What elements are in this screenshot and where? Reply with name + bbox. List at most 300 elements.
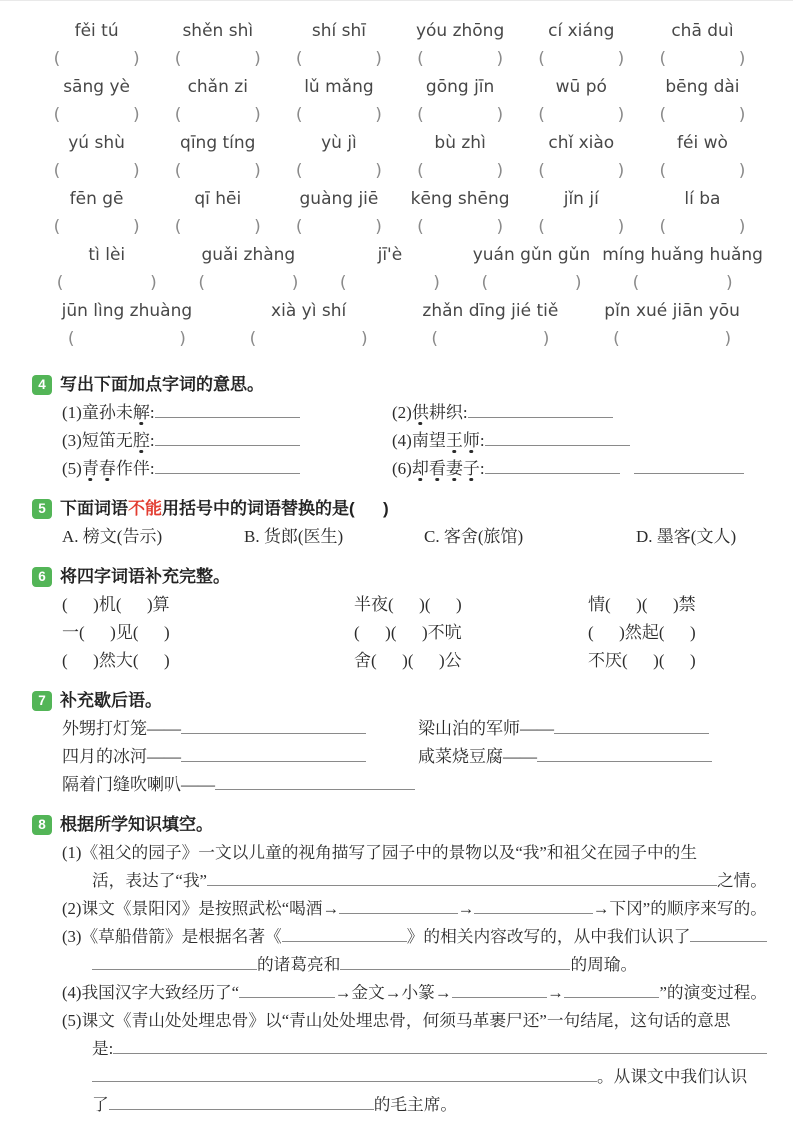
answer-blank[interactable] xyxy=(564,981,660,998)
q8-line xyxy=(62,867,767,895)
q7-item xyxy=(418,715,767,743)
pinyin-row xyxy=(36,241,763,297)
q4-title: 写出下面加点字词的意思。 xyxy=(60,375,264,394)
dotted-char: 妻 xyxy=(445,459,463,478)
item-number: (3) xyxy=(62,431,82,450)
dotted-char: 解 xyxy=(132,403,150,422)
open-paren: ( xyxy=(538,161,545,181)
section-q8 xyxy=(32,811,767,1119)
answer-parens[interactable] xyxy=(659,45,745,73)
close-paren: ) xyxy=(724,329,732,349)
answer-blank[interactable] xyxy=(537,745,712,762)
colon: : xyxy=(149,403,155,422)
colon: : xyxy=(462,403,468,422)
answer-blank[interactable] xyxy=(474,897,592,914)
answer-blank[interactable] xyxy=(109,1093,374,1110)
pinyin-word: féi wò xyxy=(677,133,728,153)
char: 耕 xyxy=(428,403,446,422)
q5-title-pre: 下面词语 xyxy=(60,499,128,518)
q7-item xyxy=(62,715,418,743)
q6-idiom-blank[interactable]: 一( )见( ) xyxy=(62,623,170,642)
pinyin-item xyxy=(157,73,278,129)
open-paren: ( xyxy=(174,217,182,237)
pinyin-item xyxy=(278,185,399,241)
answer-parens[interactable] xyxy=(538,213,624,241)
q8-line xyxy=(62,1063,767,1091)
open-paren: ( xyxy=(295,49,303,69)
q7-item xyxy=(418,743,767,771)
answer-parens[interactable] xyxy=(659,157,745,185)
open-paren: ( xyxy=(538,105,545,125)
answer-blank[interactable] xyxy=(113,1037,767,1054)
open-paren: ( xyxy=(174,161,182,181)
q5-option: C. 客舍(旅馆) xyxy=(424,527,524,546)
pinyin-word: qīng tíng xyxy=(180,133,256,153)
q8-text: 《草船借箭》是根据名著《 xyxy=(81,927,282,946)
close-paren: ) xyxy=(574,273,582,293)
q8-text: →金文→小篆→ xyxy=(334,983,452,1002)
q8-line xyxy=(62,1035,767,1063)
q5-title-post: 用括号中的词语替换的是( ) xyxy=(162,499,389,518)
pinyin-word: jī'è xyxy=(377,245,403,265)
open-paren: ( xyxy=(174,105,182,125)
char: 南 xyxy=(411,431,429,450)
pinyin-item xyxy=(400,185,521,241)
pinyin-word: shěn shì xyxy=(182,21,254,41)
pinyin-word: jǐn jí xyxy=(563,189,599,209)
answer-parens[interactable] xyxy=(175,101,261,129)
pinyin-item xyxy=(319,241,461,297)
open-paren: ( xyxy=(339,273,347,293)
close-paren: ) xyxy=(496,161,504,181)
q5-option: D. 墨客(文人) xyxy=(636,527,737,546)
answer-blank[interactable] xyxy=(155,401,300,418)
open-paren: ( xyxy=(249,329,257,349)
dotted-char: 腔 xyxy=(132,431,150,450)
answer-blank[interactable] xyxy=(155,457,300,474)
answer-blank[interactable] xyxy=(468,401,613,418)
answer-parens[interactable] xyxy=(417,213,503,241)
pinyin-word: bēng dài xyxy=(665,77,740,97)
close-paren: ) xyxy=(375,217,382,237)
pinyin-word: kēng shēng xyxy=(410,189,510,209)
q4-header xyxy=(32,371,767,399)
q8-header xyxy=(32,811,767,839)
answer-parens[interactable] xyxy=(175,157,261,185)
answer-parens[interactable] xyxy=(538,157,624,185)
open-paren: ( xyxy=(659,217,667,237)
q6-idiom-blank[interactable]: 情( )( )禁 xyxy=(588,595,696,614)
q5-number-badge: 5 xyxy=(32,499,52,519)
dotted-char: 却 xyxy=(411,459,429,478)
answer-parens[interactable] xyxy=(417,157,503,185)
close-paren: ) xyxy=(617,161,625,181)
answer-parens[interactable] xyxy=(417,45,503,73)
close-paren: ) xyxy=(375,105,382,125)
q6-idiom-blank[interactable]: ( )机( )算 xyxy=(62,595,170,614)
item-number: (5) xyxy=(62,459,82,478)
q4-item xyxy=(392,427,767,455)
open-paren: ( xyxy=(295,161,303,181)
q4-item xyxy=(62,399,392,427)
q6-idiom-blank[interactable]: ( )( )不吭 xyxy=(354,623,462,642)
q8-text: 的周瑜。 xyxy=(570,955,638,974)
pinyin-word: chā duì xyxy=(671,21,734,41)
open-paren: ( xyxy=(174,49,182,69)
char: 无 xyxy=(115,431,133,450)
open-paren: ( xyxy=(431,329,439,349)
answer-blank[interactable] xyxy=(92,953,257,970)
pinyin-item xyxy=(36,297,218,353)
dotted-char: 青 xyxy=(81,459,99,478)
answer-blank[interactable] xyxy=(92,1065,597,1082)
pinyin-word: shí shī xyxy=(311,21,366,41)
answer-parens[interactable] xyxy=(538,101,624,129)
section-q4 xyxy=(32,371,767,483)
open-paren: ( xyxy=(53,49,61,69)
close-paren: ) xyxy=(179,329,186,349)
open-paren: ( xyxy=(659,161,667,181)
pinyin-item xyxy=(218,297,400,353)
pinyin-word: jūn lìng zhuàng xyxy=(61,301,193,321)
open-paren: ( xyxy=(53,161,61,181)
q6-idiom-blank[interactable]: 半夜( )( ) xyxy=(354,595,462,614)
q8-line xyxy=(62,839,767,867)
pinyin-word: yóu zhōng xyxy=(415,21,505,41)
close-paren: ) xyxy=(725,273,733,293)
pinyin-item xyxy=(178,241,320,297)
answer-parens[interactable] xyxy=(175,45,261,73)
q4-item xyxy=(392,455,767,483)
pinyin-word: yù jì xyxy=(321,133,357,153)
answer-blank[interactable] xyxy=(282,925,407,942)
pinyin-word: gōng jīn xyxy=(425,77,495,97)
close-paren: ) xyxy=(496,49,504,69)
pinyin-item xyxy=(278,17,399,73)
pinyin-item xyxy=(602,241,763,297)
q7-lead: 四月的冰河—— xyxy=(62,747,181,766)
q8-text: 是: xyxy=(92,1039,114,1058)
answer-parens[interactable] xyxy=(250,325,368,353)
q6-idiom-blank[interactable]: ( )然大( ) xyxy=(62,651,170,670)
pinyin-item xyxy=(461,241,603,297)
q8-text: 》的相关内容改写的，从中我们认识了 xyxy=(406,927,691,946)
answer-blank[interactable] xyxy=(181,717,366,734)
pinyin-item xyxy=(642,17,763,73)
q8-line xyxy=(62,923,767,951)
answer-parens[interactable] xyxy=(68,325,186,353)
pinyin-word: lí ba xyxy=(684,189,721,209)
q8-line xyxy=(62,951,767,979)
q6-idiom-blank[interactable]: 不厌( )( ) xyxy=(588,651,696,670)
q8-item xyxy=(62,839,767,895)
pinyin-item xyxy=(521,185,642,241)
open-paren: ( xyxy=(659,105,667,125)
pinyin-item xyxy=(400,129,521,185)
pinyin-item xyxy=(581,297,763,353)
q8-number-badge: 8 xyxy=(32,815,52,835)
answer-blank[interactable] xyxy=(181,745,366,762)
char: 笛 xyxy=(98,431,116,450)
answer-blank[interactable] xyxy=(485,429,630,446)
char: 孙 xyxy=(98,403,116,422)
pinyin-item xyxy=(36,73,157,129)
dotted-char: 王 xyxy=(445,431,463,450)
answer-parens[interactable] xyxy=(481,269,581,297)
close-paren: ) xyxy=(254,217,261,237)
pinyin-item xyxy=(157,185,278,241)
item-number: (1) xyxy=(62,403,82,422)
q8-body xyxy=(32,839,767,1119)
pinyin-word: pǐn xué jiān yōu xyxy=(604,301,740,321)
close-paren: ) xyxy=(617,105,625,125)
item-number: (1) xyxy=(62,843,82,862)
answer-parens[interactable] xyxy=(296,213,382,241)
close-paren: ) xyxy=(738,217,746,237)
q8-text: 。从课文中我们认识 xyxy=(597,1067,748,1086)
pinyin-row xyxy=(36,297,763,353)
pinyin-word: míng huǎng huǎng xyxy=(602,245,763,265)
item-number: (3) xyxy=(62,927,82,946)
open-paren: ( xyxy=(67,329,75,349)
q8-title: 根据所学知识填空。 xyxy=(60,815,213,834)
pinyin-word: tì lèi xyxy=(88,245,126,265)
pinyin-item xyxy=(400,73,521,129)
q8-text: 课文《青山处处埋忠骨》以“青山处处埋忠骨，何须马革裹尸还”一句结尾，这句话的意思 xyxy=(81,1011,731,1030)
dotted-char: 看 xyxy=(428,459,446,478)
char: 作 xyxy=(115,459,133,478)
close-paren: ) xyxy=(254,161,261,181)
q5-options xyxy=(32,523,767,551)
answer-parens[interactable] xyxy=(417,101,503,129)
pinyin-item xyxy=(278,73,399,129)
pinyin-item xyxy=(36,185,157,241)
q5-option: A. 榜文(告示) xyxy=(62,527,163,546)
colon: : xyxy=(149,459,155,478)
answer-parens[interactable] xyxy=(431,325,549,353)
pinyin-word: yú shù xyxy=(68,133,125,153)
q8-text: ”的演变过程。 xyxy=(659,983,768,1002)
close-paren: ) xyxy=(291,273,299,293)
pinyin-word: yuán gǔn gǔn xyxy=(472,245,591,265)
q8-line xyxy=(62,1091,767,1119)
q8-text: → xyxy=(547,983,564,1002)
open-paren: ( xyxy=(198,273,205,293)
pinyin-word: chǐ xiào xyxy=(548,133,615,153)
answer-parens[interactable] xyxy=(659,101,745,129)
section-q7 xyxy=(32,687,767,799)
q8-text: 了 xyxy=(92,1095,109,1114)
pinyin-item xyxy=(642,185,763,241)
q7-lead: 咸菜烧豆腐—— xyxy=(418,747,537,766)
pinyin-row xyxy=(36,185,763,241)
open-paren: ( xyxy=(417,217,424,237)
q4-item xyxy=(62,427,392,455)
pinyin-item xyxy=(642,129,763,185)
answer-parens[interactable] xyxy=(54,101,140,129)
answer-parens[interactable] xyxy=(296,157,382,185)
open-paren: ( xyxy=(295,105,303,125)
pinyin-word: wū pó xyxy=(555,77,607,97)
answer-blank[interactable] xyxy=(155,429,300,446)
answer-parens[interactable] xyxy=(54,45,140,73)
char: 童 xyxy=(81,403,99,422)
close-paren: ) xyxy=(496,105,504,125)
pinyin-item xyxy=(521,129,642,185)
open-paren: ( xyxy=(632,273,640,293)
pinyin-item xyxy=(400,297,582,353)
q7-lead: 隔着门缝吹喇叭—— xyxy=(62,775,215,794)
pinyin-word: fēn gē xyxy=(69,189,124,209)
open-paren: ( xyxy=(659,49,667,69)
pinyin-word: guǎi zhàng xyxy=(201,245,296,265)
answer-parens[interactable] xyxy=(54,157,140,185)
answer-parens[interactable] xyxy=(340,269,440,297)
open-paren: ( xyxy=(613,329,620,349)
answer-parens[interactable] xyxy=(198,269,298,297)
pinyin-word: xià yì shí xyxy=(271,301,347,321)
pinyin-row xyxy=(36,17,763,73)
section-q5 xyxy=(32,495,767,551)
answer-blank[interactable] xyxy=(452,981,548,998)
pinyin-item xyxy=(36,17,157,73)
pinyin-item xyxy=(521,17,642,73)
pinyin-write-section xyxy=(32,13,767,359)
dotted-char: 子 xyxy=(462,459,480,478)
open-paren: ( xyxy=(538,217,545,237)
close-paren: ) xyxy=(254,105,261,125)
char: 短 xyxy=(81,431,99,450)
pinyin-row xyxy=(36,129,763,185)
close-paren: ) xyxy=(132,105,140,125)
pinyin-word: guàng jiē xyxy=(299,189,379,209)
item-number: (4) xyxy=(392,431,412,450)
colon: : xyxy=(479,431,485,450)
q7-title: 补充歇后语。 xyxy=(60,691,162,710)
q8-item xyxy=(62,1007,767,1119)
q8-line xyxy=(62,895,767,923)
answer-parens[interactable] xyxy=(296,101,382,129)
open-paren: ( xyxy=(56,273,64,293)
answer-parens[interactable] xyxy=(54,213,140,241)
char: 伴 xyxy=(132,459,150,478)
pinyin-item xyxy=(36,129,157,185)
item-number: (6) xyxy=(392,459,412,478)
item-number: (5) xyxy=(62,1011,82,1030)
pinyin-word: bù zhì xyxy=(434,133,486,153)
q8-text: 活，表达了“我” xyxy=(92,871,207,890)
open-paren: ( xyxy=(417,105,424,125)
answer-parens[interactable] xyxy=(633,269,733,297)
answer-blank[interactable] xyxy=(485,457,620,474)
answer-blank[interactable] xyxy=(339,897,457,914)
answer-blank[interactable] xyxy=(340,953,570,970)
open-paren: ( xyxy=(53,105,61,125)
q4-number-badge: 4 xyxy=(32,375,52,395)
item-number: (2) xyxy=(62,899,82,918)
q6-idiom-blank[interactable]: ( )然起( ) xyxy=(588,623,696,642)
q5-header xyxy=(32,495,767,523)
close-paren: ) xyxy=(617,217,625,237)
q4-item xyxy=(392,399,767,427)
answer-blank[interactable] xyxy=(690,925,767,942)
q6-body xyxy=(32,591,767,675)
answer-parens[interactable] xyxy=(613,325,731,353)
pinyin-item xyxy=(36,241,178,297)
answer-blank[interactable] xyxy=(634,457,744,474)
q7-lead: 外甥打灯笼—— xyxy=(62,719,181,738)
pinyin-word: chǎn zi xyxy=(187,77,248,97)
q6-idiom-blank[interactable]: 舍( )( )公 xyxy=(354,651,462,670)
q8-item xyxy=(62,895,767,923)
close-paren: ) xyxy=(132,49,140,69)
q8-text: →下冈”的顺序来写的。 xyxy=(592,899,767,918)
item-number: (2) xyxy=(392,403,412,422)
pinyin-word: cí xiáng xyxy=(548,21,615,41)
pinyin-word: fěi tú xyxy=(74,21,119,41)
answer-parens[interactable] xyxy=(659,213,745,241)
close-paren: ) xyxy=(738,161,746,181)
pinyin-item xyxy=(278,129,399,185)
q8-line xyxy=(62,1007,767,1035)
answer-blank[interactable] xyxy=(207,869,717,886)
section-q6 xyxy=(32,563,767,675)
dotted-char: 春 xyxy=(98,459,116,478)
close-paren: ) xyxy=(433,273,440,293)
open-paren: ( xyxy=(295,217,303,237)
q4-item xyxy=(62,455,392,483)
pinyin-word: lǔ mǎng xyxy=(304,77,374,97)
q8-text: 的诸葛亮和 xyxy=(257,955,341,974)
q8-text: 《祖父的园子》一文以儿童的视角描写了园子中的景物以及“我”和祖父在园子中的生 xyxy=(81,843,698,862)
q4-body xyxy=(32,399,767,483)
close-paren: ) xyxy=(150,273,157,293)
q7-item xyxy=(62,743,418,771)
q5-title-emphasis: 不能 xyxy=(128,499,162,518)
pinyin-item xyxy=(400,17,521,73)
dotted-char: 师 xyxy=(462,431,480,450)
close-paren: ) xyxy=(132,217,140,237)
q7-lead: 梁山泊的军师—— xyxy=(418,719,554,738)
q7-item xyxy=(62,771,767,799)
open-paren: ( xyxy=(538,49,545,69)
pinyin-item xyxy=(521,73,642,129)
pinyin-item xyxy=(157,17,278,73)
answer-blank[interactable] xyxy=(554,717,709,734)
close-paren: ) xyxy=(375,49,382,69)
q8-item xyxy=(62,923,767,979)
q8-text: 之情。 xyxy=(716,871,767,890)
q5-title xyxy=(60,495,389,523)
char: 未 xyxy=(115,403,133,422)
answer-parens[interactable] xyxy=(57,269,157,297)
answer-parens[interactable] xyxy=(296,45,382,73)
q8-text: → xyxy=(457,899,475,918)
answer-parens[interactable] xyxy=(538,45,624,73)
answer-blank[interactable] xyxy=(215,773,415,790)
open-paren: ( xyxy=(481,273,489,293)
q8-text: 我国汉字大致经历了“ xyxy=(81,983,240,1002)
pinyin-word: zhǎn dīng jié tiě xyxy=(422,301,559,321)
close-paren: ) xyxy=(360,329,368,349)
q7-body xyxy=(32,715,767,799)
answer-parens[interactable] xyxy=(175,213,261,241)
answer-blank[interactable] xyxy=(239,981,335,998)
q8-text: 课文《景阳冈》是按照武松“喝酒→ xyxy=(81,899,340,918)
item-number: (4) xyxy=(62,983,82,1002)
q6-title: 将四字词语补充完整。 xyxy=(60,567,230,586)
open-paren: ( xyxy=(417,161,424,181)
